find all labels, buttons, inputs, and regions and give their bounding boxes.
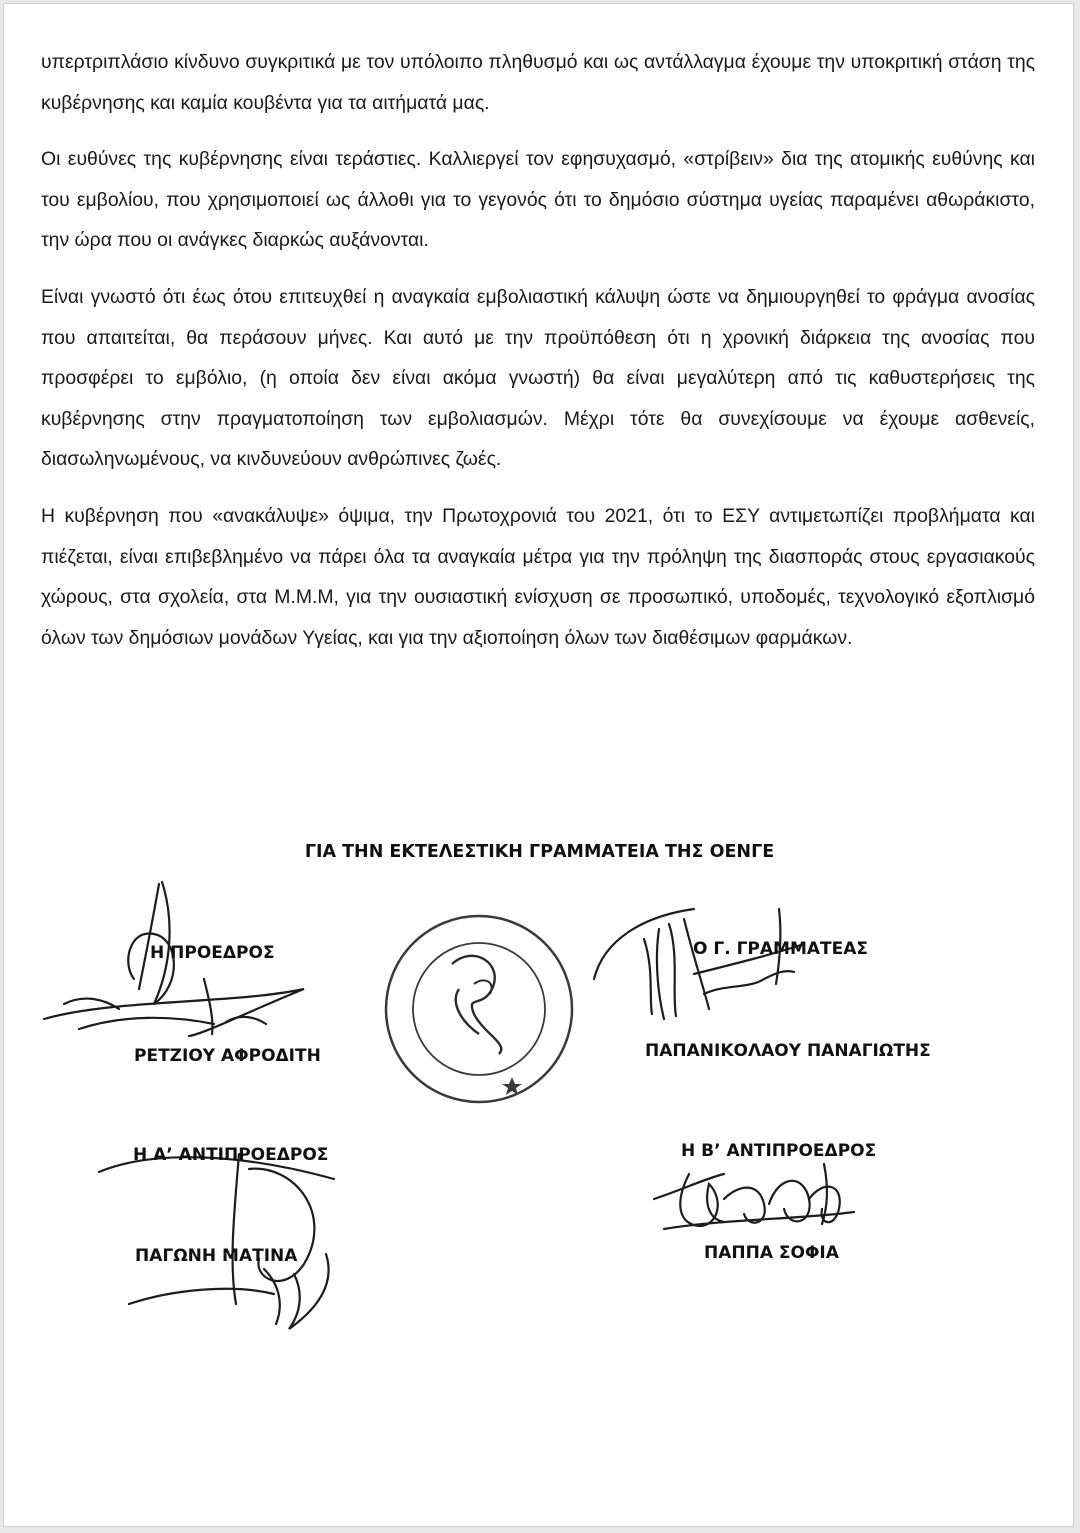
vice-b-role: Η Β’ ΑΝΤΙΠΡΟΕΔΡΟΣ bbox=[681, 1141, 877, 1161]
secretary-name: ΠΑΠΑΝΙΚΟΛΑΟΥ ΠΑΝΑΓΙΩΤΗΣ bbox=[645, 1041, 931, 1061]
vice-b-name: ΠΑΠΠΑ ΣΟΦΙΑ bbox=[704, 1243, 839, 1263]
vice-a-signature bbox=[99, 1154, 334, 1329]
signatures-drawing bbox=[4, 4, 1074, 1527]
paragraph-2: Οι ευθύνες της κυβέρνησης είναι τεράστιες. Καλλιεργεί τον εφησυχασμό, «στρίβειν» δια της ατομικής ευθύνης και του εμβολίου, που χρησιμοποιεί ως άλλοθι για το γεγονός ότι το δημόσιο σύστημα υγείας παραμένει αθωράκιστο, την ώρα που οι ανάγκες διαρκώς αυξάνονται. bbox=[41, 148, 1035, 252]
vice-a-name: ΠΑΓΩΝΗ ΜΑΤΙΝΑ bbox=[135, 1246, 298, 1266]
paragraph-1: υπερτριπλάσιο κίνδυνο συγκριτικά με τον υπόλοιπο πληθυσμό και ως αντάλλαγμα έχουμε την υποκριτική στάση της κυβέρνησης και καμία κουβέντα για τα αιτήματά μας. bbox=[41, 51, 1035, 114]
secretary-role: Ο Γ. ΓΡΑΜΜΑΤΕΑΣ bbox=[693, 939, 868, 959]
paragraph-3: Είναι γνωστό ότι έως ότου επιτευχθεί η αναγκαία εμβολιαστική κάλυψη ώστε να δημιουργηθεί το φράγμα ανοσίας που απαιτείται, θα περάσουν μήνες. Και αυτό με την προϋπόθεση ότι η χρονική διάρκεια της ανοσίας που προσφέρει το εμβόλιο, (η οποία δεν είναι ακόμα γνωστή) θα είναι μεγαλύτερη από τις καθυστερήσεις της κυβέρνησης στην πραγματοποίηση των εμβολιασμών. Μέχρι τότε θα συνεχίσουμε να έχουμε ασθενείς, διασωληνωμένους, να κινδυνεύουν ανθρώπινες ζωές. bbox=[41, 285, 1035, 471]
organization-stamp bbox=[386, 916, 572, 1102]
vice-b-signature bbox=[654, 1164, 854, 1229]
document-page bbox=[3, 3, 1074, 1527]
paragraph-4: Η κυβέρνηση που «ανακάλυψε» όψιμα, την Πρωτοχρονιά του 2021, ότι το ΕΣΥ αντιμετωπίζει προβλήματα και πιέζεται, είναι επιβεβλημένο να πάρει όλα τα αναγκαία μέτρα για την πρόληψη της διασποράς στους εργασιακούς χώρους, στα σχολεία, στα Μ.Μ.Μ, για την ουσιαστική ενίσχυση σε προσωπικό, υποδομές, τεχνολογικό εξοπλισμό όλων των δημόσιων μονάδων Υγείας, και για την αξιοποίηση όλων των διαθέσιμων φαρμάκων. bbox=[41, 504, 1035, 649]
president-role: Η ΠΡΟΕΔΡΟΣ bbox=[150, 943, 275, 963]
signatures-heading: ΓΙΑ ΤΗΝ ΕΚΤΕΛΕΣΤΙΚΗ ΓΡΑΜΜΑΤΕΙΑ ΤΗΣ ΟΕΝΓΕ bbox=[304, 842, 775, 862]
secretary-signature bbox=[594, 909, 804, 1019]
vice-a-role: Η Α’ ΑΝΤΙΠΡΟΕΔΡΟΣ bbox=[133, 1145, 329, 1165]
president-name: ΡΕΤΖΙΟΥ ΑΦΡΟΔΙΤΗ bbox=[134, 1046, 321, 1066]
